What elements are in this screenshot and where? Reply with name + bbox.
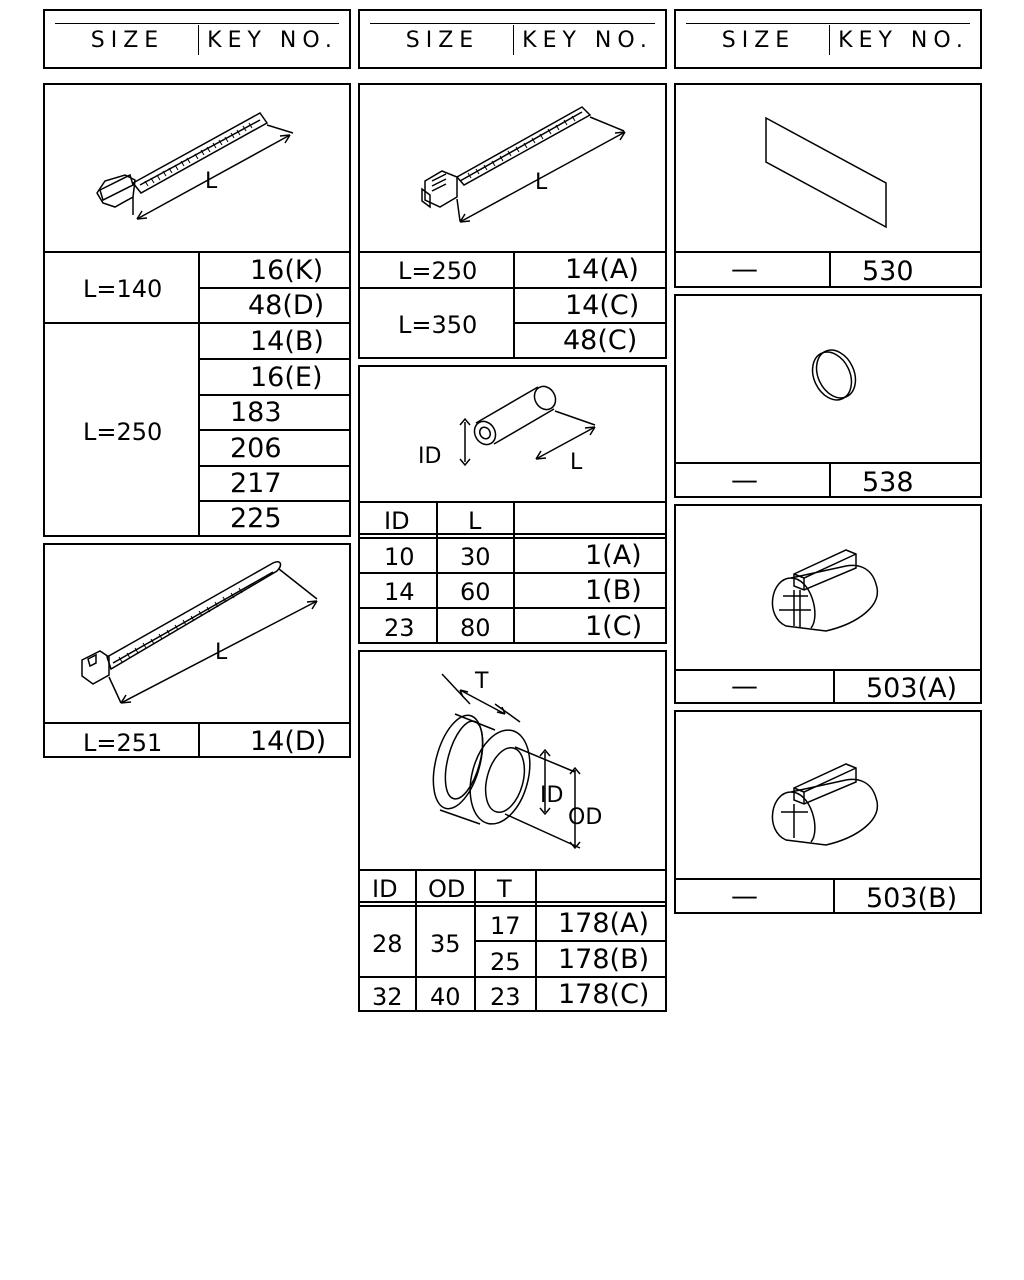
cable-tie-panel [43, 83, 351, 537]
tube-id: 10 [384, 543, 415, 571]
cap-panel [674, 294, 982, 498]
grommet-drawing [360, 652, 665, 870]
tube-id: 23 [384, 614, 415, 642]
key-no-cell: 225 [230, 503, 282, 534]
header-col3 [674, 9, 982, 69]
grommet-panel [358, 650, 667, 1012]
key-no-cell: 14(C) [565, 290, 640, 321]
key-no-cell: 217 [230, 468, 282, 499]
size-header: SIZE [405, 27, 480, 53]
cable-tie-drawing [45, 85, 349, 251]
dash-cell: — [731, 881, 758, 912]
col-head-id: ID [372, 875, 398, 903]
key-no-cell: 206 [230, 433, 282, 464]
cable-tie-panel-3 [358, 83, 667, 359]
key-no-cell: 1(A) [585, 540, 642, 571]
key-no-cell: 530 [862, 256, 914, 287]
key-no-header: KEY NO. [207, 27, 338, 53]
dash-cell: — [731, 465, 758, 496]
key-no-cell: 503(A) [866, 673, 958, 704]
size-cell: L=250 [398, 257, 478, 285]
key-no-cell: 16(K) [250, 255, 324, 286]
key-no-cell: 16(E) [250, 362, 323, 393]
grommet-t: 17 [490, 912, 521, 940]
grommet-t: 25 [490, 948, 521, 976]
key-no-header: KEY NO. [522, 27, 653, 53]
grommet-t: 23 [490, 983, 521, 1011]
key-no-cell: 503(B) [866, 883, 958, 914]
dash-cell: — [731, 671, 758, 702]
dim-l-label: L [205, 169, 218, 194]
key-no-cell: 14(B) [250, 326, 324, 357]
tape-panel [674, 83, 982, 288]
header-col2 [358, 9, 667, 69]
size-cell: L=140 [83, 275, 163, 303]
dim-l-label: L [215, 640, 228, 665]
dim-l-label: L [570, 450, 583, 475]
cable-tie-panel-2 [43, 543, 351, 758]
size-cell: L=251 [83, 729, 163, 757]
size-header: SIZE [90, 27, 165, 53]
cable-tie-drawing [360, 85, 665, 251]
dim-id-label: ID [540, 783, 564, 808]
key-no-cell: 1(C) [585, 611, 643, 642]
key-no-cell: 48(D) [248, 290, 325, 321]
dim-od-label: OD [568, 805, 603, 830]
key-no-cell: 1(B) [585, 575, 642, 606]
size-header: SIZE [721, 27, 796, 53]
tube-l: 80 [460, 614, 491, 642]
col-head-l: L [468, 507, 482, 535]
grommet-id: 32 [372, 983, 403, 1011]
key-no-cell: 538 [862, 467, 914, 498]
dim-id-label: ID [418, 444, 442, 469]
cable-tie-drawing [45, 545, 349, 723]
header-col1 [43, 9, 351, 69]
tube-id: 14 [384, 578, 415, 606]
tube-l: 60 [460, 578, 491, 606]
dim-t-label: T [475, 669, 489, 694]
grommet-id: 28 [372, 930, 403, 958]
key-no-cell: 178(A) [558, 908, 650, 939]
tube-panel [358, 365, 667, 644]
key-no-header: KEY NO. [838, 27, 969, 53]
size-cell: L=350 [398, 311, 478, 339]
cap-drawing [676, 296, 980, 462]
col-head-t: T [497, 875, 512, 903]
tube-drawing [360, 367, 665, 502]
key-no-cell: 183 [230, 397, 282, 428]
dash-cell: — [731, 254, 758, 285]
clip-drawing [676, 506, 980, 672]
key-no-cell: 178(C) [558, 979, 650, 1010]
col-head-id: ID [384, 507, 410, 535]
grommet-od: 40 [430, 983, 461, 1011]
dim-l-label: L [535, 170, 548, 195]
grommet-od: 35 [430, 930, 461, 958]
tape-drawing [676, 85, 980, 251]
key-no-cell: 14(A) [565, 254, 639, 285]
tube-l: 30 [460, 543, 491, 571]
clip-panel-b [674, 710, 982, 914]
col-head-od: OD [428, 875, 466, 903]
key-no-cell: 178(B) [558, 944, 650, 975]
key-no-cell: 48(C) [563, 325, 638, 356]
clip-panel-a [674, 504, 982, 704]
size-cell: L=250 [83, 418, 163, 446]
key-no-cell: 14(D) [250, 726, 327, 757]
clip-drawing [676, 712, 980, 878]
